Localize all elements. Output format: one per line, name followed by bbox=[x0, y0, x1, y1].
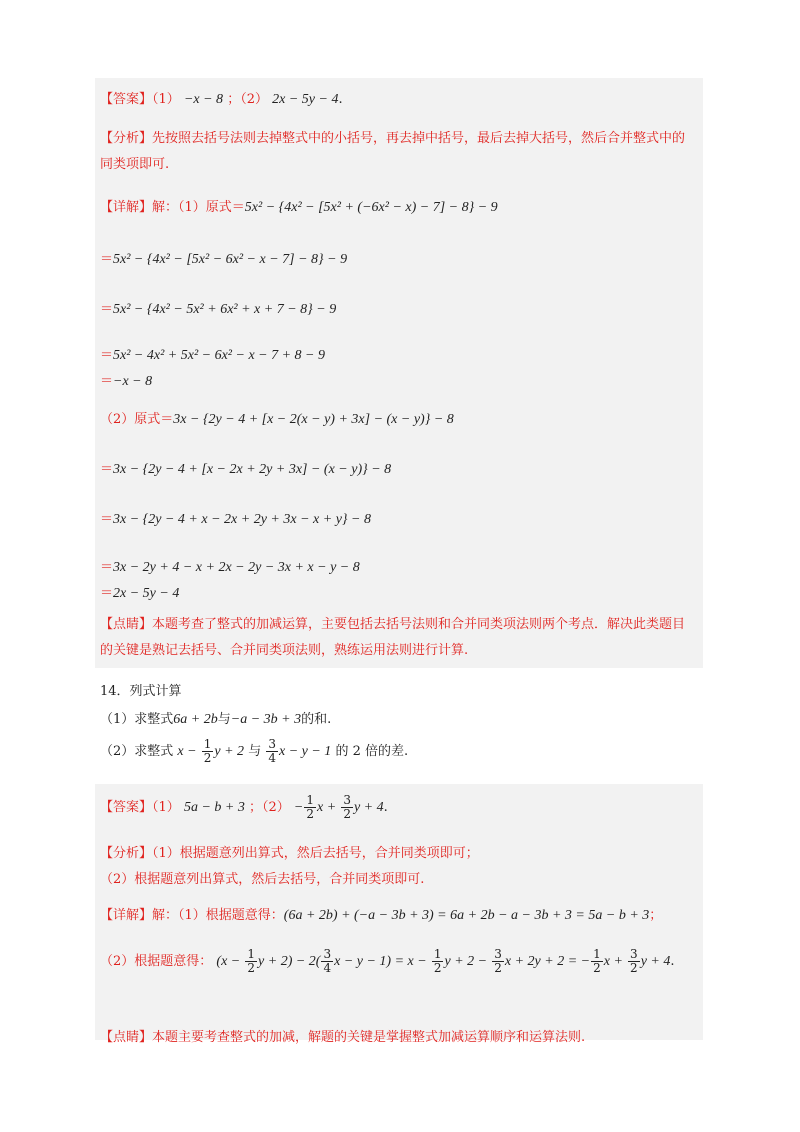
fraction: $\frac{3}{2}$ bbox=[494, 947, 502, 975]
question-14-part1: （1）求整式6a + 2b与−a − 3b + 3的和. bbox=[100, 712, 332, 727]
detail-13-step-3: ＝5x² − 4x² + 5x² − 6x² − x − 7 + 8 − 9 bbox=[100, 348, 326, 363]
question-14-part2: （2）求整式 x − $\frac{1}{2}$ y + 2 与 $\frac{3}{4}$ x − y − 1 的 2 倍的差. bbox=[100, 737, 409, 765]
answer-13: 【答案】（1） −x − 8 ；（2） 2x − 5y − 4. bbox=[100, 92, 343, 107]
analysis-14-line-2: （2）根据题意列出算式，然后去括号，合并同类项即可. bbox=[100, 872, 425, 887]
detail-14-part2: （2）根据题意得： (x − $\frac{1}{2}$ y + 2) − 2( $\frac{3}{4}$ x − y − 1) = x − $\frac{1}{2}$ y + 2 − $\frac{3}{2}$ x + 2y + 2 = − $\frac{1}{2}$ x + $\frac{3}{2}$ y + 4. bbox=[100, 947, 675, 975]
comment-14: 【点睛】本题主要考查整式的加减，解题的关键是掌握整式加减运算顺序和运算法则. bbox=[100, 1030, 586, 1045]
fraction: $\frac{1}{2}$ bbox=[247, 947, 256, 975]
detail-13-step-1: ＝5x² − {4x² − [5x² − 6x² − x − 7] − 8} − 9 bbox=[100, 252, 348, 267]
detail-13-part2-step-1: ＝3x − {2y − 4 + [x − 2x + 2y + 3x] − (x − y)} − 8 bbox=[100, 462, 392, 477]
fraction: $\frac{3}{2}$ bbox=[630, 947, 638, 975]
analysis-13: 【分析】先按照去括号法则去掉整式中的小括号，再去掉中括号，最后去掉大括号，然后合并整式中的同类项即可. bbox=[100, 131, 686, 172]
fraction: $\frac{3}{4}$ bbox=[323, 947, 332, 975]
detail-13-part2-step-2: ＝3x − {2y − 4 + x − 2x + 2y + 3x − x + y} − 8 bbox=[100, 512, 371, 527]
analysis-14-line-1: 【分析】（1）根据题意列出算式，然后去括号，合并同类项即可； bbox=[100, 846, 479, 861]
fraction: $\frac{1}{2}$ bbox=[433, 947, 442, 975]
detail-13-part2-lead: （2）原式＝3x − {2y − 4 + [x − 2(x − y) + 3x] − (x − y)} − 8 bbox=[100, 412, 454, 427]
fraction: $\frac{3}{2}$ bbox=[343, 793, 351, 821]
detail-14-part1: 【详解】解：（1）根据题意得：(6a + 2b) + (−a − 3b + 3) = 6a + 2b − a − 3b + 3 = 5a − b + 3； bbox=[100, 908, 663, 923]
detail-13-lead: 【详解】解：（1）原式＝5x² − {4x² − [5x² + (−6x² − x) − 7] − 8} − 9 bbox=[100, 200, 498, 215]
detail-13-step-2: ＝5x² − {4x² − 5x² + 6x² + x + 7 − 8} − 9 bbox=[100, 302, 337, 317]
question-14-title: 14．列式计算 bbox=[100, 684, 182, 699]
fraction: $\frac{3}{4}$ bbox=[268, 737, 276, 765]
fraction: $\frac{1}{2}$ bbox=[306, 793, 315, 821]
fraction: $\frac{1}{2}$ bbox=[593, 947, 601, 975]
detail-13-part2-step-3: ＝3x − 2y + 4 − x + 2x − 2y − 3x + x − y − 8 bbox=[100, 560, 360, 575]
detail-13-part2-step-4: ＝2x − 5y − 4 bbox=[100, 586, 180, 601]
fraction: $\frac{1}{2}$ bbox=[203, 737, 212, 765]
comment-13: 【点睛】本题考查了整式的加减运算，主要包括去括号法则和合并同类项法则两个考点．解决此类题目的关键是熟记去括号、合并同类项法则，熟练运用法则进行计算. bbox=[100, 617, 686, 658]
detail-13-step-4: ＝−x − 8 bbox=[100, 374, 153, 389]
answer-14: 【答案】（1） 5a − b + 3 ；（2） − $\frac{1}{2}$ x + $\frac{3}{2}$ y + 4. bbox=[100, 793, 388, 821]
